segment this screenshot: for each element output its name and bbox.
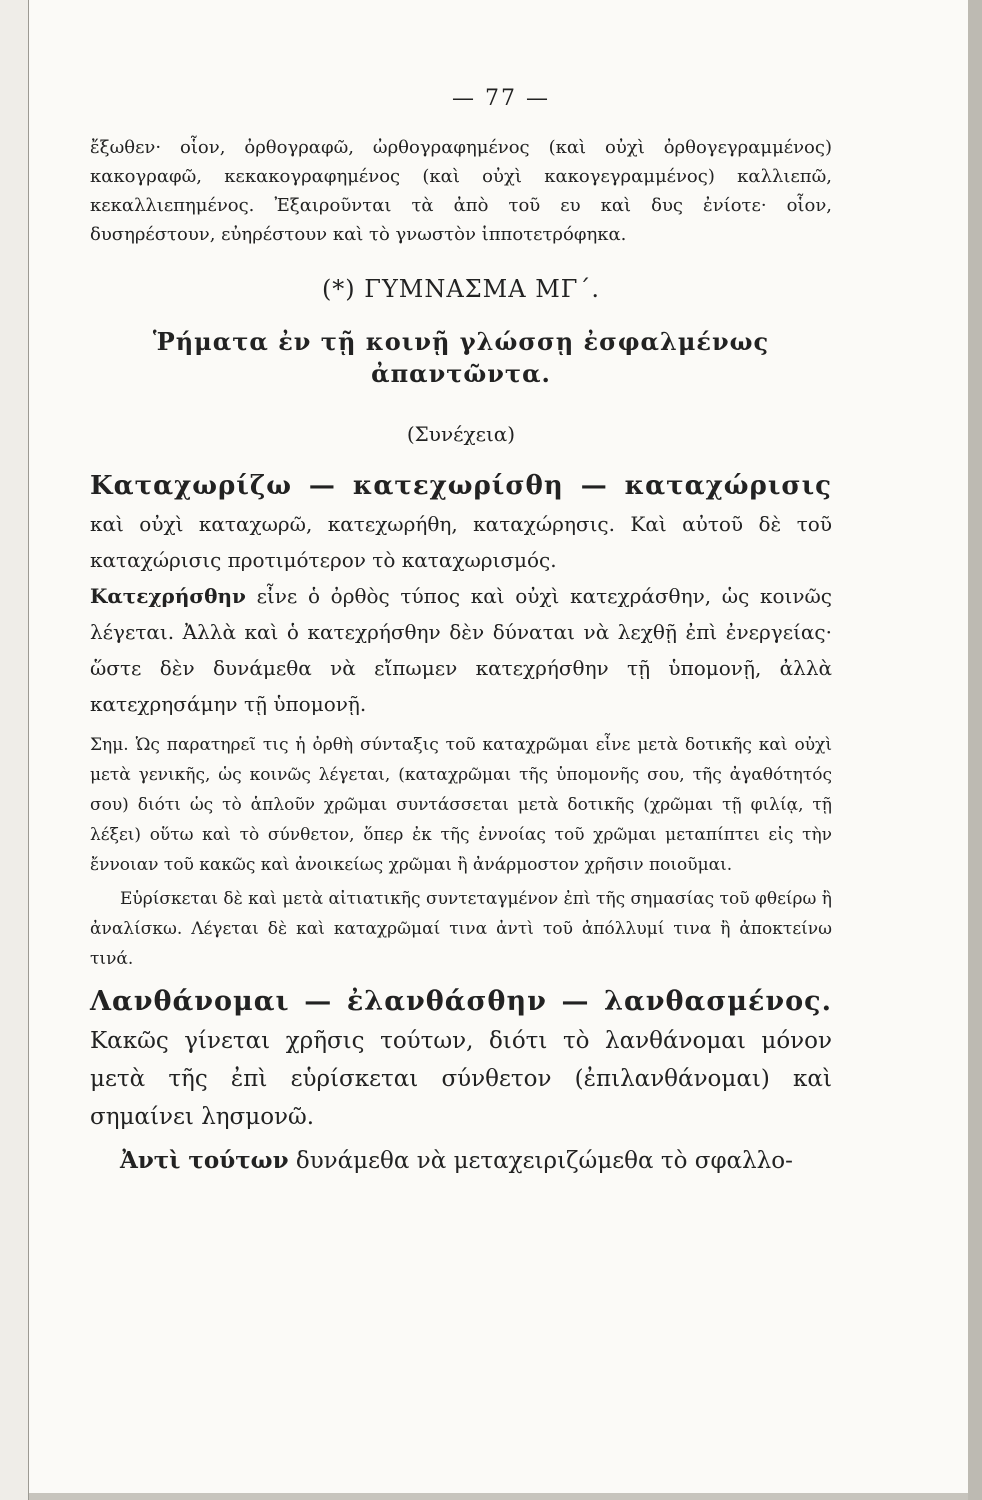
right-page-edge [968, 0, 982, 1500]
adjacent-page-edge [0, 0, 29, 1500]
entry-title-lanthanomai: Λανθάνομαι — ἐλανθάσθην — λανθασμένος. [90, 986, 832, 1017]
entry-text-katechristhin: εἶνε ὁ ὀρθὸς τύπος καὶ οὐχὶ κατεχράσθην, ὡς κοινῶς λέγεται. Ἀλλὰ καὶ ὁ κατεχρήσθην δὲν δύναται νὰ λεχθῇ ἐπὶ ἐνεργείας· ὥστε δὲν δυνάμεθα νὰ εἴπωμεν κατεχρήσθην τῇ ὑπομονῇ, ἀλλὰ κατεχρησάμην τῇ ὑπομονῇ. [90, 584, 832, 716]
entry-katechristhin [90, 578, 832, 722]
entry-text-katachorizo: καὶ οὐχὶ καταχωρῶ, κατεχωρήθη, καταχώρησις. Καὶ αὐτοῦ δὲ τοῦ καταχώρισις προτιμότερον τὸ καταχωρισμός. [90, 512, 832, 572]
intro-paragraph: ἔξωθεν· οἷον, ὀρθογραφῶ, ὠρθογραφημένος (καὶ οὐχὶ ὀρθογεγραμμένος) κακογραφῶ, κεκακογραφημένος (καὶ οὐχὶ κακογεγραμμένος) καλλιεπῶ, κεκαλλιεπημένος. Ἐξαιροῦνται τὰ ἀπὸ τοῦ ευ καὶ δυς ἐνίοτε· οἷον, δυσηρέστουν, εὐηρέστουν καὶ τὸ γνωστὸν ἱπποτετρόφηκα. [90, 137, 832, 245]
last-paragraph-lead: Ἀντὶ τούτων [120, 1147, 289, 1174]
entry-text-lanthanomai: Κακῶς γίνεται χρῆσις τούτων, διότι τὸ λανθάνομαι μόνον μετὰ τῆς ἐπὶ εὑρίσκεται σύνθετον (ἐπιλανθάνομαι) καὶ σημαίνει λησμονῶ. [90, 1028, 832, 1130]
section-heading-line2: ἀπαντῶντα. [371, 359, 551, 388]
page-number: — 77 — [452, 86, 550, 111]
entry-title-katachorizo: Καταχωρίζω — κατεχωρίσθη — καταχώρισις [90, 471, 832, 501]
last-paragraph-text: δυνάμεθα νὰ μεταχειριζώμεθα τὸ σφαλλο- [288, 1148, 793, 1174]
continuation-label: (Συνέχεια) [406, 422, 516, 446]
section-heading-line1: Ῥήματα ἐν τῇ κοινῇ γλώσσῃ ἐσφαλμένως [152, 327, 770, 356]
page-content [90, 86, 832, 1180]
note-paragraph-1: Σημ. Ὡς παρατηρεῖ τις ἡ ὀρθὴ σύνταξις τοῦ καταχρῶμαι εἶνε μετὰ δοτικῆς καὶ οὐχὶ μετὰ γενικῆς, ὡς κοινῶς λέγεται, (καταχρῶμαι τῆς ὑπομονῆς σου, τῆς ἀγαθότητός σου) διότι ὡς τὸ ἁπλοῦν χρῶμαι συντάσσεται μετὰ δοτικῆς (χρῶμαι τῇ φιλίᾳ, τῇ λέξει) οὕτω καὶ τὸ σύνθετον, ὅπερ ἐκ τῆς ἐννοίας τοῦ χρῶμαι μεταπίπτει εἰς τὴν ἔννοιαν τοῦ κακῶς καὶ ἀνοικείως χρῶμαι ἢ ἀνάρμοστον χρῆσιν ποιοῦμαι. [90, 735, 832, 875]
last-paragraph [90, 1142, 832, 1180]
exercise-title: (*) ΓΥΜΝΑΣΜΑ ΜΓ΄. [321, 275, 601, 303]
note-paragraph-2: Εὑρίσκεται δὲ καὶ μετὰ αἰτιατικῆς συντεταγμένον ἐπὶ τῆς σημασίας τοῦ φθείρω ἢ ἀναλίσκω. Λέγεται δὲ καὶ καταχρῶμαί τινα ἀντὶ τοῦ ἀπόλλυμί τινα ἢ ἀποκτείνω τινά. [90, 889, 832, 969]
entry-lead-katechristhin: Κατεχρήσθην [90, 584, 246, 608]
